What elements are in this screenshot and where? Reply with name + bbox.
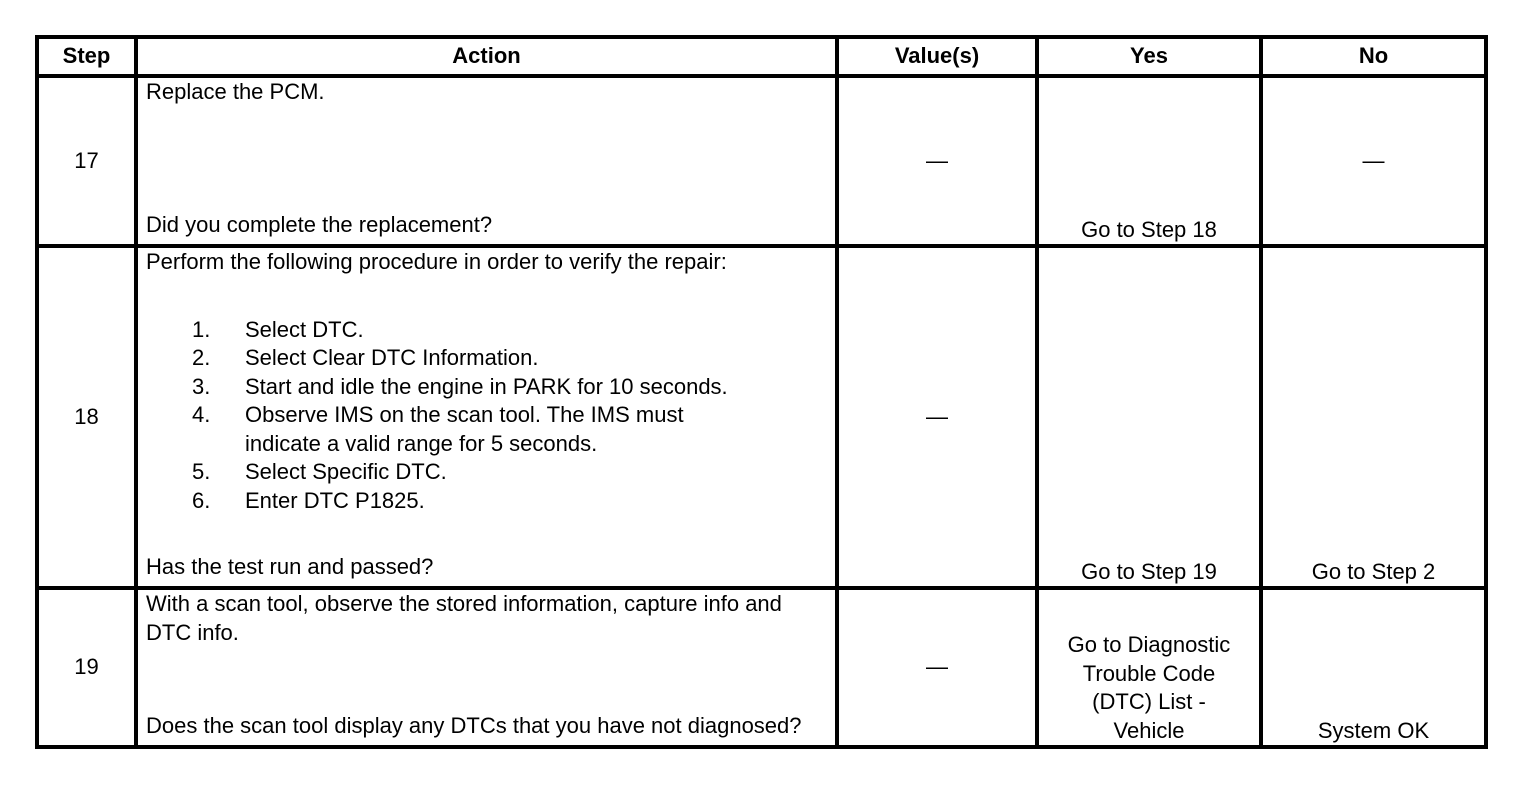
action-cell [136,76,837,246]
procedure-item-text: Start and idle the engine in PARK for 10 seconds. [245,373,728,399]
table-row [37,76,1486,246]
table-row [37,588,1486,747]
procedure-item-number: 1. [192,316,211,342]
header-no: No [1261,37,1486,76]
yes-cell: Go to Step 19 [1037,246,1261,588]
action-instruction: Perform the following procedure in order to verify the repair: [146,249,727,274]
procedure-item-number: 2. [192,345,211,370]
procedure-item-text: Observe IMS on the scan tool. The IMS must indicate a valid range for 5 seconds. [245,402,684,456]
procedure-item-number: 4. [192,402,211,427]
procedure-item [192,401,827,458]
header-row [37,37,1486,76]
procedure-item-text: Select Specific DTC. [245,459,447,484]
no-cell: — [1261,76,1486,246]
step-number: 17 [37,76,136,246]
yes-link-text: Go to Diagnostic Trouble Code (DTC) List - Vehicle [1067,632,1231,743]
procedure-item [192,458,827,487]
procedure-item-number: 3. [192,373,211,399]
procedure-list [146,316,827,516]
procedure-item [192,344,827,373]
action-cell [136,588,837,747]
header-yes: Yes [1037,37,1261,76]
procedure-item-number: 5. [192,459,211,484]
procedure-item [192,316,827,345]
procedure-item [192,373,827,402]
no-cell: System OK [1261,588,1486,747]
step-number: 18 [37,246,136,588]
procedure-item-text: Select Clear DTC Information. [245,345,539,370]
procedure-item-number: 6. [192,487,211,513]
action-instruction: Replace the PCM. [146,79,325,104]
header-action: Action [136,37,837,76]
value-cell: — [837,246,1037,588]
action-question: Does the scan tool display any DTCs that you have not diagnosed? [146,712,802,738]
action-question: Did you complete the replacement? [146,211,493,237]
value-cell: — [837,588,1037,747]
procedure-item-text: Select DTC. [245,316,364,342]
value-cell: — [837,76,1037,246]
yes-cell [1037,588,1261,747]
diagnostic-table [35,35,1488,749]
procedure-item-text: Enter DTC P1825. [245,487,425,513]
table-row [37,246,1486,588]
step-number: 19 [37,588,136,747]
procedure-item [192,487,827,516]
no-cell: Go to Step 2 [1261,246,1486,588]
action-instruction: With a scan tool, observe the stored information, capture info and DTC info. [146,591,782,645]
header-step: Step [37,37,136,76]
action-question: Has the test run and passed? [146,553,434,579]
header-values: Value(s) [837,37,1037,76]
yes-cell: Go to Step 18 [1037,76,1261,246]
action-cell [136,246,837,588]
